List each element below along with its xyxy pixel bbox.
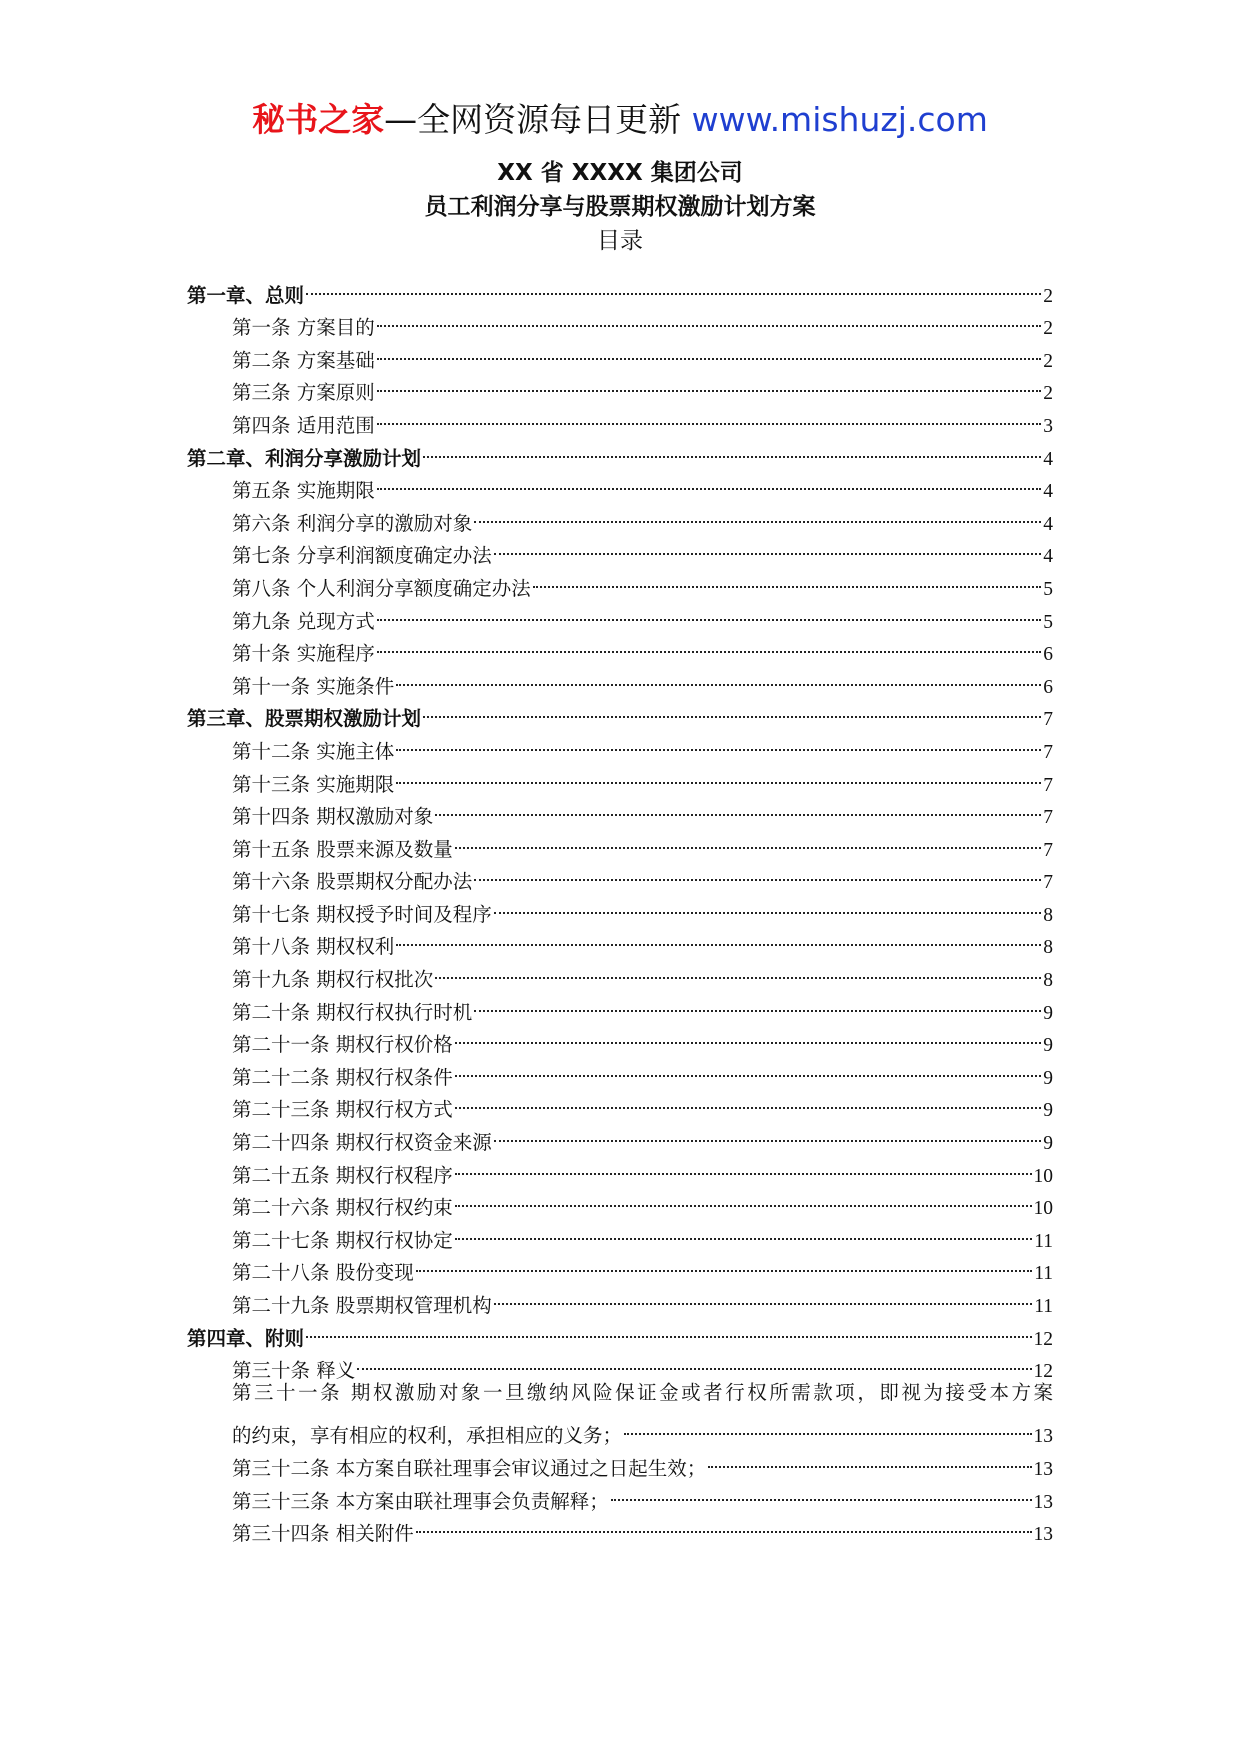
toc-entry-label: 第二章、利润分享激励计划 <box>187 446 422 470</box>
toc-entry-label: 第十条 实施程序 <box>232 642 375 666</box>
dot-leader <box>416 1247 1033 1280</box>
dot-leader <box>377 302 1042 335</box>
toc-entry-label: 第三条 方案原则 <box>232 381 375 405</box>
toc-entry-label: 第一条 方案目的 <box>232 316 375 340</box>
toc-entry-label: 第三十条 释义 <box>232 1359 356 1383</box>
toc-entry-label: 第十六条 股票期权分配办法 <box>232 870 473 894</box>
toc-entry-label: 第十三条 实施期限 <box>232 772 395 796</box>
toc-heading: 目录 <box>597 228 643 254</box>
dot-leader <box>416 1508 1032 1541</box>
toc-page-number: 13 <box>1033 1524 1053 1546</box>
toc-page-number: 9 <box>1043 1100 1053 1122</box>
toc-entry-label: 第二十九条 股票期权管理机构 <box>232 1294 492 1317</box>
dot-leader <box>474 497 1041 530</box>
dot-leader <box>494 1279 1033 1312</box>
dot-leader <box>455 1051 1042 1084</box>
toc-entry-label: 第二十三条 期权行权方式 <box>232 1098 453 1122</box>
toc-page-number: 5 <box>1043 611 1053 633</box>
toc-entry-label: 第二十七条 期权行权协定 <box>232 1228 453 1252</box>
dot-leader <box>396 758 1041 791</box>
toc-page-number: 12 <box>1033 1361 1053 1383</box>
dot-leader <box>494 888 1042 921</box>
toc-entry-label: 第十七条 期权授予时间及程序 <box>232 902 492 926</box>
dot-leader <box>306 1312 1031 1345</box>
toc-page-number: 2 <box>1043 350 1053 372</box>
toc-entry-label: 第十四条 期权激励对象 <box>232 805 434 829</box>
toc-page-number: 7 <box>1043 872 1053 894</box>
dot-leader <box>474 856 1041 889</box>
site-banner <box>0 98 1240 142</box>
banner-dash: — <box>384 100 418 139</box>
toc-article[interactable] <box>187 1410 1053 1448</box>
toc-entry-label: 第二十六条 期权行权约束 <box>232 1196 453 1220</box>
toc-page-number: 3 <box>1043 415 1053 437</box>
toc-page-number: 5 <box>1043 578 1053 600</box>
toc-page-number: 8 <box>1043 937 1053 959</box>
toc-page-number: 7 <box>1043 807 1053 829</box>
toc-entry-label: 第二十五条 期权行权程序 <box>232 1163 453 1187</box>
toc-chapter-4[interactable] <box>187 1312 1053 1350</box>
dot-leader <box>455 823 1042 856</box>
toc-entry-label: 第三十二条 本方案自联社理事会审议通过之日起生效； <box>232 1456 707 1480</box>
toc-page-number: 10 <box>1033 1165 1053 1187</box>
toc-page-number: 13 <box>1033 1426 1053 1448</box>
toc-entry-label: 第八条 个人利润分享额度确定办法 <box>232 576 531 600</box>
toc-page-number: 4 <box>1043 448 1053 470</box>
toc-page-number: 11 <box>1034 1263 1053 1285</box>
toc-page-number: 7 <box>1043 741 1053 763</box>
toc-page-number: 9 <box>1043 1002 1053 1024</box>
toc-page-number: 9 <box>1043 1133 1053 1155</box>
dot-leader <box>377 334 1042 367</box>
toc-entry-label: 第二十一条 期权行权价格 <box>232 1033 453 1057</box>
toc-entry-label: 第一章、总则 <box>187 283 305 307</box>
toc-page-number: 9 <box>1043 1067 1053 1089</box>
dot-leader <box>474 986 1041 1019</box>
toc-page-number: 6 <box>1043 644 1053 666</box>
dot-leader <box>494 530 1042 563</box>
dot-leader <box>455 1149 1032 1182</box>
toc-page-number: 2 <box>1043 383 1053 405</box>
dot-leader <box>611 1475 1032 1508</box>
site-url: www.mishuzj.com <box>691 100 988 139</box>
toc-entry-label: 第十二条 实施主体 <box>232 739 395 763</box>
document-org-title: XX 省 XXXX 集团公司 <box>497 160 743 186</box>
toc-page-number: 11 <box>1034 1296 1053 1317</box>
toc-entry-label: 第三十四条 相关附件 <box>232 1522 414 1546</box>
dot-leader <box>396 921 1041 954</box>
toc-entry-label: 第五条 实施期限 <box>232 479 375 503</box>
toc-article[interactable] <box>187 302 1053 340</box>
toc-page-number: 10 <box>1033 1198 1053 1220</box>
toc-entry-label: 第九条 兑现方式 <box>232 609 375 633</box>
dot-leader <box>624 1410 1031 1443</box>
dot-leader <box>435 953 1041 986</box>
toc-page-number: 8 <box>1043 970 1053 992</box>
toc-entry-label: 第三十三条 本方案由联社理事会负责解释； <box>232 1489 609 1513</box>
dot-leader <box>377 465 1042 498</box>
toc-page-number: 4 <box>1043 481 1053 503</box>
toc-entry-label: 第二十条 期权行权执行时机 <box>232 1000 473 1024</box>
toc-entry-label: 第六条 利润分享的激励对象 <box>232 511 473 535</box>
toc-page-number: 6 <box>1043 676 1053 698</box>
dot-leader <box>494 1116 1042 1149</box>
toc-page-number: 7 <box>1043 709 1053 731</box>
toc-page-number: 2 <box>1043 285 1053 307</box>
toc-entry-label: 第二十四条 期权行权资金来源 <box>232 1131 492 1155</box>
toc-page-number: 9 <box>1043 1035 1053 1057</box>
dot-leader <box>377 399 1042 432</box>
toc-page-number: 7 <box>1043 774 1053 796</box>
dot-leader <box>423 693 1041 726</box>
dot-leader <box>455 1214 1033 1247</box>
toc-entry-label: 第二十二条 期权行权条件 <box>232 1065 453 1089</box>
dot-leader <box>396 660 1041 693</box>
dot-leader <box>396 725 1041 758</box>
dot-leader <box>377 628 1042 661</box>
document-title-block <box>0 156 1240 258</box>
toc-page-number: 2 <box>1043 318 1053 340</box>
dot-leader <box>377 595 1042 628</box>
dot-leader <box>306 269 1041 302</box>
toc-entry-label: 第四章、附则 <box>187 1326 305 1350</box>
table-of-contents <box>187 269 1053 1546</box>
toc-entry-label: 第二条 方案基础 <box>232 348 375 372</box>
dot-leader <box>423 432 1041 465</box>
toc-entry-label: 第四条 适用范围 <box>232 413 375 437</box>
toc-page-number: 4 <box>1043 513 1053 535</box>
dot-leader <box>533 562 1042 595</box>
toc-entry-label: 第十一条 实施条件 <box>232 674 395 698</box>
toc-page-number: 12 <box>1033 1328 1053 1350</box>
toc-page-number: 13 <box>1033 1458 1053 1480</box>
document-plan-title: 员工利润分享与股票期权激励计划方案 <box>424 194 816 220</box>
toc-page-number: 11 <box>1034 1230 1053 1252</box>
dot-leader <box>357 1345 1031 1378</box>
toc-chapter-1[interactable] <box>187 269 1053 307</box>
toc-entry-label: 第十九条 期权行权批次 <box>232 968 434 992</box>
dot-leader <box>455 1084 1042 1117</box>
dot-leader <box>435 791 1041 824</box>
toc-entry-label: 第三章、股票期权激励计划 <box>187 707 422 731</box>
dot-leader <box>455 1019 1042 1052</box>
toc-page-number: 13 <box>1033 1491 1053 1513</box>
toc-page-number: 7 <box>1043 839 1053 861</box>
dot-leader <box>377 367 1042 400</box>
toc-entry-label: 第十八条 期权权利 <box>232 935 395 959</box>
dot-leader <box>708 1442 1031 1475</box>
toc-entry-label: 第七条 分享利润额度确定办法 <box>232 544 492 568</box>
toc-entry-label: 的约束，享有相应的权利，承担相应的义务； <box>232 1424 623 1448</box>
toc-entry-label: 第二十八条 股份变现 <box>232 1261 414 1285</box>
toc-article-wrapped-line[interactable] <box>187 1377 1053 1410</box>
toc-entry-label: 第十五条 股票来源及数量 <box>232 837 453 861</box>
banner-tagline: 全网资源每日更新 <box>417 100 682 139</box>
dot-leader <box>455 1182 1032 1215</box>
brand-name: 秘书之家 <box>252 100 385 139</box>
toc-article[interactable] <box>187 1345 1053 1383</box>
toc-page-number: 4 <box>1043 546 1053 568</box>
toc-entry-label: 第三十一条 期权激励对象一旦缴纳风险保证金或者行权所需款项，即视为接受本方案 <box>232 1381 1053 1405</box>
toc-page-number: 8 <box>1043 904 1053 926</box>
